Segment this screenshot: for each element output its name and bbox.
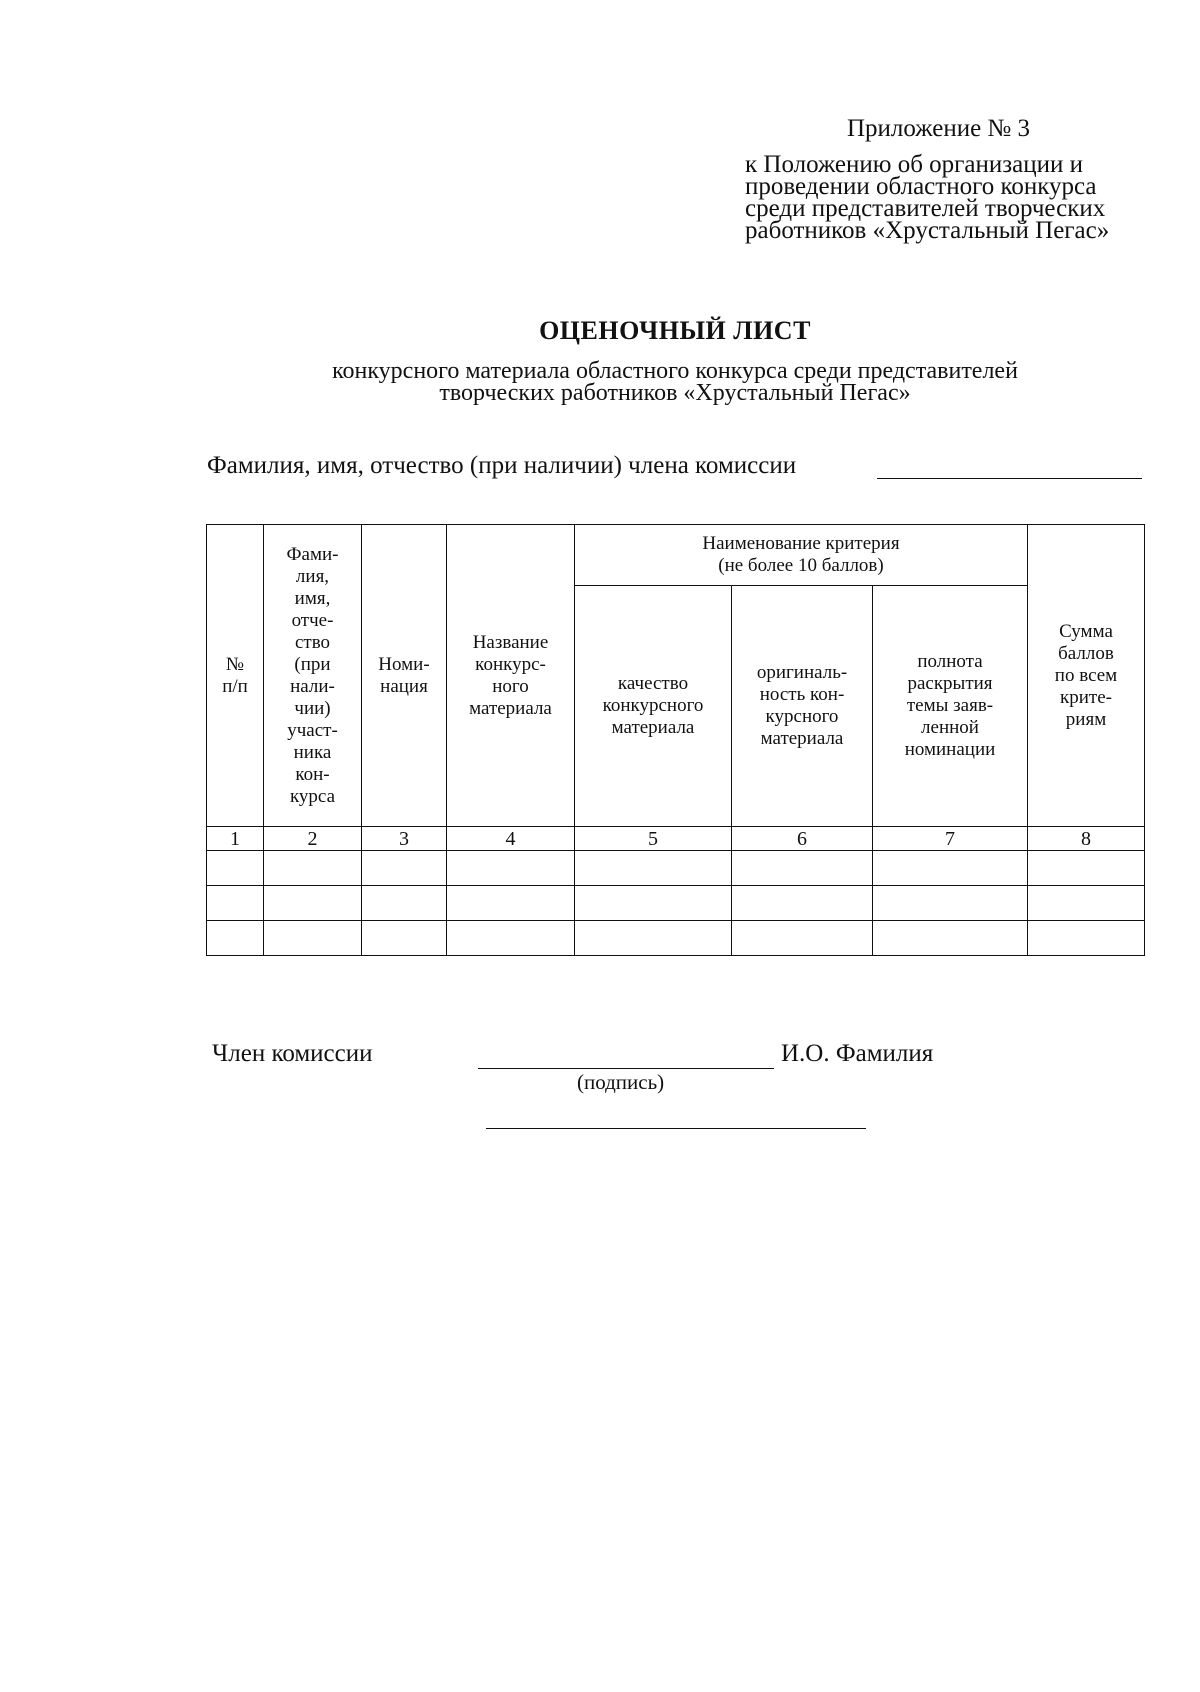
header-text-line: № [225, 653, 245, 675]
table-cell[interactable] [264, 886, 362, 921]
column-number: 2 [264, 827, 362, 851]
table-cell[interactable] [575, 886, 732, 921]
header-text-line: Название [472, 631, 549, 653]
header-text-line: материала [611, 717, 695, 738]
appendix-line: работников «Хрустальный Пегас» [745, 217, 1110, 244]
header-text-line: имя, [294, 587, 331, 609]
signature-caption: (подпись) [577, 1070, 665, 1094]
header-text-line: номинации [904, 739, 996, 760]
table-cell[interactable] [447, 886, 575, 921]
table-cell[interactable] [732, 886, 873, 921]
header-text-line: нация [380, 675, 428, 697]
header-text-line: (при [294, 653, 331, 675]
table-cell[interactable] [873, 851, 1028, 886]
table-cell[interactable] [575, 851, 732, 886]
signer-label: Член комиссии [212, 1040, 373, 1067]
evaluation-table [206, 524, 1145, 956]
header-text-line: чии) [294, 697, 331, 719]
header-text-line: ника [293, 741, 332, 763]
page-subtitle [200, 360, 1150, 404]
table-cell[interactable] [362, 851, 447, 886]
subtitle-line: конкурсного материала областного конкурса среди представителей [332, 358, 1018, 384]
header-total [1028, 525, 1145, 827]
table-cell[interactable] [575, 921, 732, 956]
table-cell[interactable] [264, 921, 362, 956]
header-text-line: баллов [1058, 642, 1114, 664]
appendix-line: проведении областного конкурса [745, 173, 1097, 200]
header-text-line: Наименование критерия [702, 533, 900, 554]
table-cell[interactable] [1028, 851, 1145, 886]
table-cell[interactable] [207, 921, 264, 956]
table-cell[interactable] [362, 921, 447, 956]
header-text-line: Сумма [1059, 620, 1113, 642]
header-criteria-group [575, 525, 1028, 586]
header-text-line: курса [289, 785, 336, 807]
header-material-title [447, 525, 575, 827]
header-text-line: п/п [222, 675, 248, 697]
table-cell[interactable] [207, 851, 264, 886]
header-text-line: (не более 10 баллов) [718, 555, 884, 576]
header-text-line: темы заяв- [906, 695, 994, 716]
subtitle-line: творческих работников «Хрустальный Пегас» [439, 380, 911, 406]
header-text-line: ленной [921, 717, 979, 738]
commission-member-fio-label: Фамилия, имя, отчество (при наличии) члена комиссии [207, 452, 797, 479]
table-cell[interactable] [1028, 886, 1145, 921]
appendix-number: Приложение № 3 [847, 115, 1031, 142]
column-number: 7 [873, 827, 1028, 851]
header-text-line: оригиналь- [756, 662, 848, 683]
header-text-line: материала [760, 728, 844, 749]
column-number: 5 [575, 827, 732, 851]
table-cell[interactable] [1028, 921, 1145, 956]
header-criterion-originality [732, 586, 873, 827]
commission-member-fio-field[interactable] [877, 478, 1142, 479]
header-text-line: качество [617, 673, 689, 694]
column-number: 3 [362, 827, 447, 851]
column-number: 6 [732, 827, 873, 851]
table-row [207, 886, 1145, 921]
header-text-line: курсного [765, 706, 839, 727]
header-text-line: нали- [290, 675, 335, 697]
header-text-line: конкурсного [602, 695, 704, 716]
appendix-line: среди представителей творческих [745, 195, 1106, 222]
table-cell[interactable] [447, 921, 575, 956]
column-number: 1 [207, 827, 264, 851]
header-text-line: полнота [917, 651, 983, 672]
blank-line[interactable] [486, 1128, 866, 1129]
header-text-line: Фами- [286, 543, 339, 565]
column-number: 8 [1028, 827, 1145, 851]
header-text-line: отче- [291, 609, 334, 631]
header-participant [264, 525, 362, 827]
appendix-line: к Положению об организации и [745, 151, 1084, 178]
header-text-line: ность кон- [759, 684, 845, 705]
table-cell[interactable] [732, 921, 873, 956]
header-text-line: кон- [295, 763, 330, 785]
header-text-line: лия, [295, 565, 330, 587]
page-title: ОЦЕНОЧНЫЙ ЛИСТ [539, 316, 811, 345]
appendix-reference [745, 151, 1110, 244]
table-cell[interactable] [732, 851, 873, 886]
table-row [207, 921, 1145, 956]
header-text-line: раскрытия [907, 673, 993, 694]
header-text-line: риям [1065, 708, 1107, 730]
signature-field[interactable] [478, 1068, 774, 1069]
table-cell[interactable] [873, 886, 1028, 921]
header-nomination [362, 525, 447, 827]
header-number [207, 525, 264, 827]
header-criterion-completeness [873, 586, 1028, 827]
table-cell[interactable] [207, 886, 264, 921]
table-cell[interactable] [873, 921, 1028, 956]
header-text-line: материала [469, 697, 552, 719]
header-text-line: ство [294, 631, 331, 653]
table-cell[interactable] [447, 851, 575, 886]
header-text-line: крите- [1060, 686, 1112, 708]
header-text-line: по всем [1054, 664, 1118, 686]
column-number: 4 [447, 827, 575, 851]
column-number-row [207, 827, 1145, 851]
table-cell[interactable] [362, 886, 447, 921]
header-text-line: участ- [287, 719, 338, 741]
signer-name: И.О. Фамилия [781, 1040, 934, 1067]
table-cell[interactable] [264, 851, 362, 886]
header-text-line: конкурс- [475, 653, 546, 675]
header-text-line: Номи- [378, 653, 430, 675]
header-text-line: ного [492, 675, 529, 697]
table-row [207, 851, 1145, 886]
header-criterion-quality [575, 586, 732, 827]
